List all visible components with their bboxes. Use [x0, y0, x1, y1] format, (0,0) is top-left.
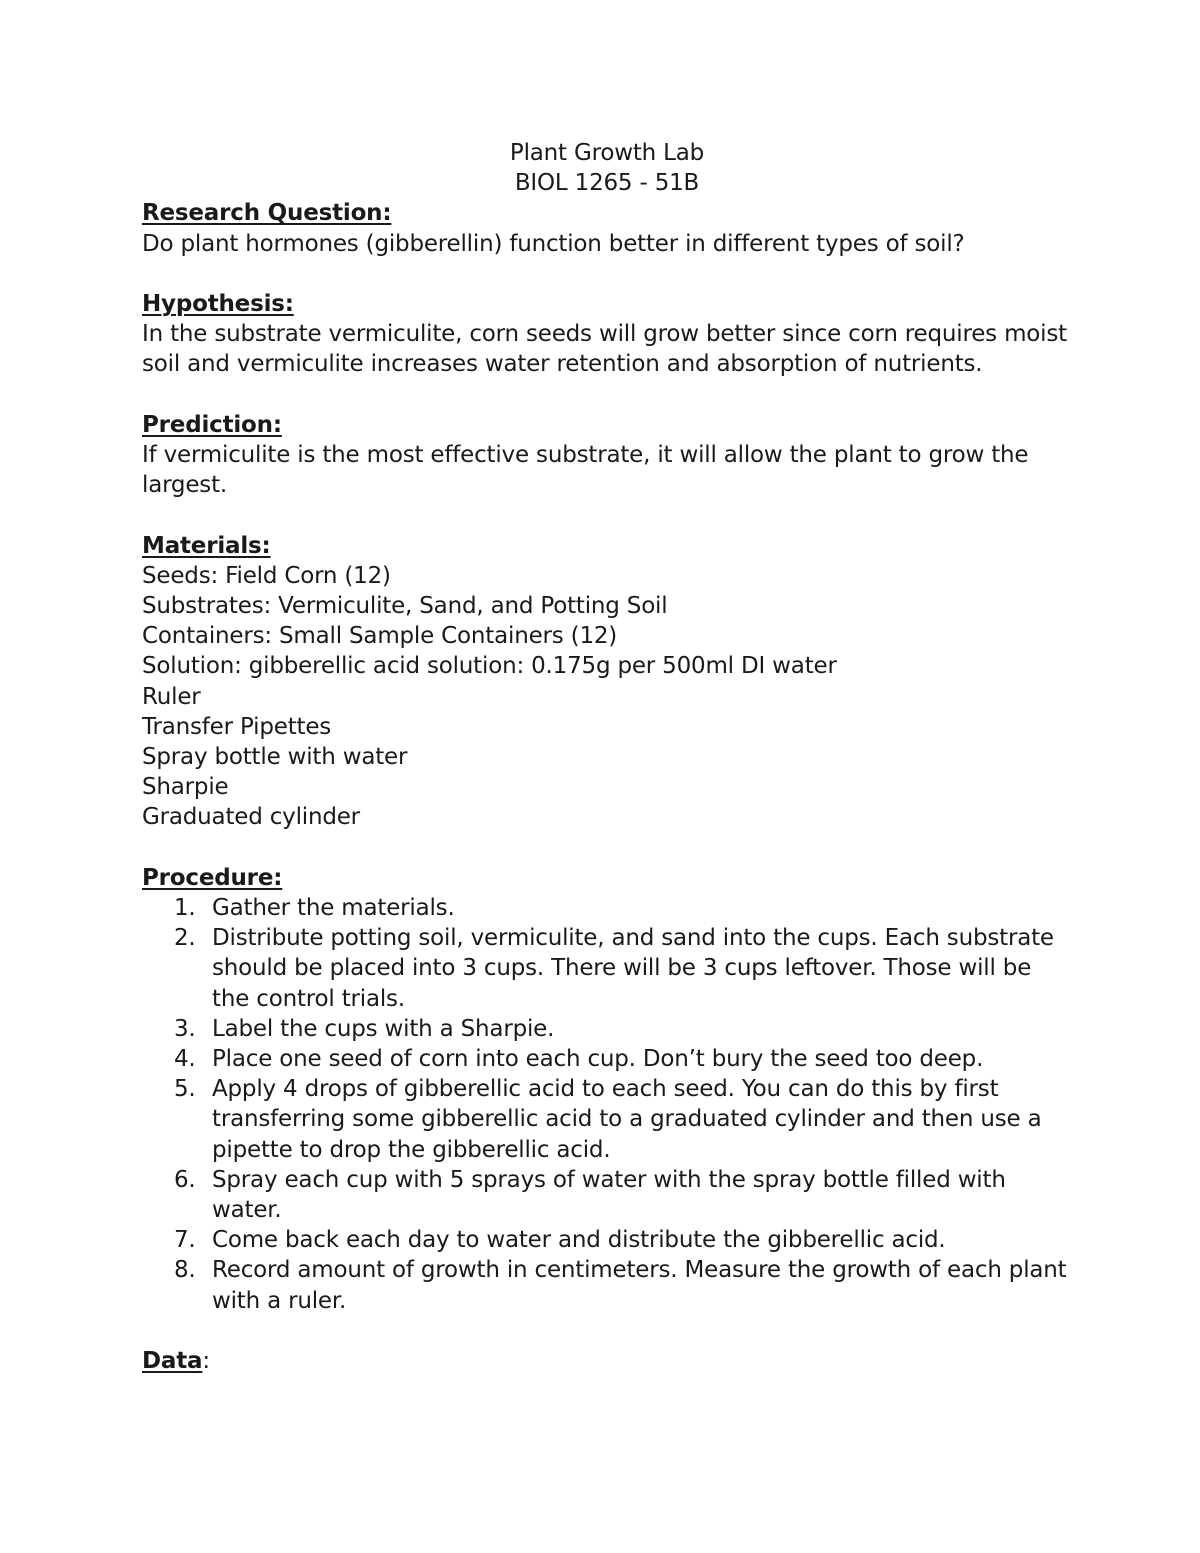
step-number: 8. — [174, 1257, 196, 1284]
spacer — [142, 380, 1072, 410]
procedure-step — [142, 1225, 1072, 1255]
materials-heading: Materials: — [142, 532, 271, 559]
spacer — [142, 833, 1072, 863]
step-text: Spray each cup with 5 sprays of water with the spray bottle filled with water. — [212, 1166, 1006, 1224]
step-number: 2. — [174, 925, 196, 952]
procedure-step — [142, 923, 1072, 1014]
hypothesis-heading: Hypothesis: — [142, 291, 294, 317]
data-heading-line — [142, 1346, 1072, 1376]
materials-item: Ruler — [142, 683, 201, 710]
step-text: Distribute potting soil, vermiculite, and sand into the cups. Each substrate should be placed into 3 cups. There will be 3 cups leftover. Those will be the control trials. — [212, 925, 1054, 1012]
document-title: Plant Growth Lab — [509, 140, 705, 166]
research-question-text: Do plant hormones (gibberellin) function better in different types of soil? — [142, 230, 965, 257]
materials-item: Solution: gibberellic acid solution: 0.175g per 500ml DI water — [142, 653, 837, 680]
research-question-heading: Research Question: — [142, 200, 392, 227]
course-code: BIOL 1265 - 51B — [514, 170, 700, 197]
procedure-heading: Procedure: — [142, 864, 283, 891]
procedure-step — [142, 1074, 1072, 1165]
procedure-step — [142, 1014, 1072, 1044]
data-heading-colon: : — [202, 1348, 210, 1375]
step-number: 1. — [174, 895, 196, 922]
spacer — [142, 259, 1072, 289]
procedure-step — [142, 1165, 1072, 1225]
document-page — [142, 138, 1072, 1376]
step-text: Record amount of growth in centimeters. Measure the growth of each plant with a ruler. — [212, 1257, 1067, 1314]
spacer — [142, 1316, 1072, 1346]
step-number: 7. — [174, 1227, 196, 1254]
step-text: Gather the materials. — [212, 895, 455, 922]
hypothesis-text: In the substrate vermiculite, corn seeds will grow better since corn requires moist soil and vermiculite increases water retention and absorption of nutrients. — [142, 321, 1067, 378]
step-number: 4. — [174, 1046, 196, 1073]
spacer — [142, 500, 1072, 530]
procedure-step — [142, 893, 1072, 923]
step-text: Apply 4 drops of gibberellic acid to each seed. You can do this by first transferring some gibberellic acid to a graduated cylinder and then use a pipette to drop the gibberellic acid. — [212, 1076, 1042, 1163]
step-number: 6. — [174, 1166, 196, 1193]
prediction-text: If vermiculite is the most effective substrate, it will allow the plant to grow the largest. — [142, 442, 1029, 499]
procedure-list — [142, 893, 1072, 1316]
materials-item: Spray bottle with water — [142, 744, 408, 771]
materials-item: Transfer Pipettes — [142, 713, 332, 740]
materials-item: Graduated cylinder — [142, 804, 360, 831]
materials-item: Containers: Small Sample Containers (12) — [142, 623, 618, 650]
data-heading: Data — [142, 1348, 203, 1375]
materials-item: Seeds: Field Corn (12) — [142, 562, 391, 589]
step-text: Come back each day to water and distribute the gibberellic acid. — [212, 1227, 946, 1254]
materials-item: Substrates: Vermiculite, Sand, and Potting Soil — [142, 593, 668, 619]
procedure-step — [142, 1255, 1072, 1315]
prediction-heading: Prediction: — [142, 411, 282, 438]
step-text: Place one seed of corn into each cup. Don’t bury the seed too deep. — [212, 1046, 984, 1073]
step-number: 3. — [174, 1015, 196, 1042]
procedure-step — [142, 1044, 1072, 1074]
step-number: 5. — [174, 1076, 196, 1103]
materials-item: Sharpie — [142, 774, 229, 801]
step-text: Label the cups with a Sharpie. — [212, 1015, 555, 1042]
